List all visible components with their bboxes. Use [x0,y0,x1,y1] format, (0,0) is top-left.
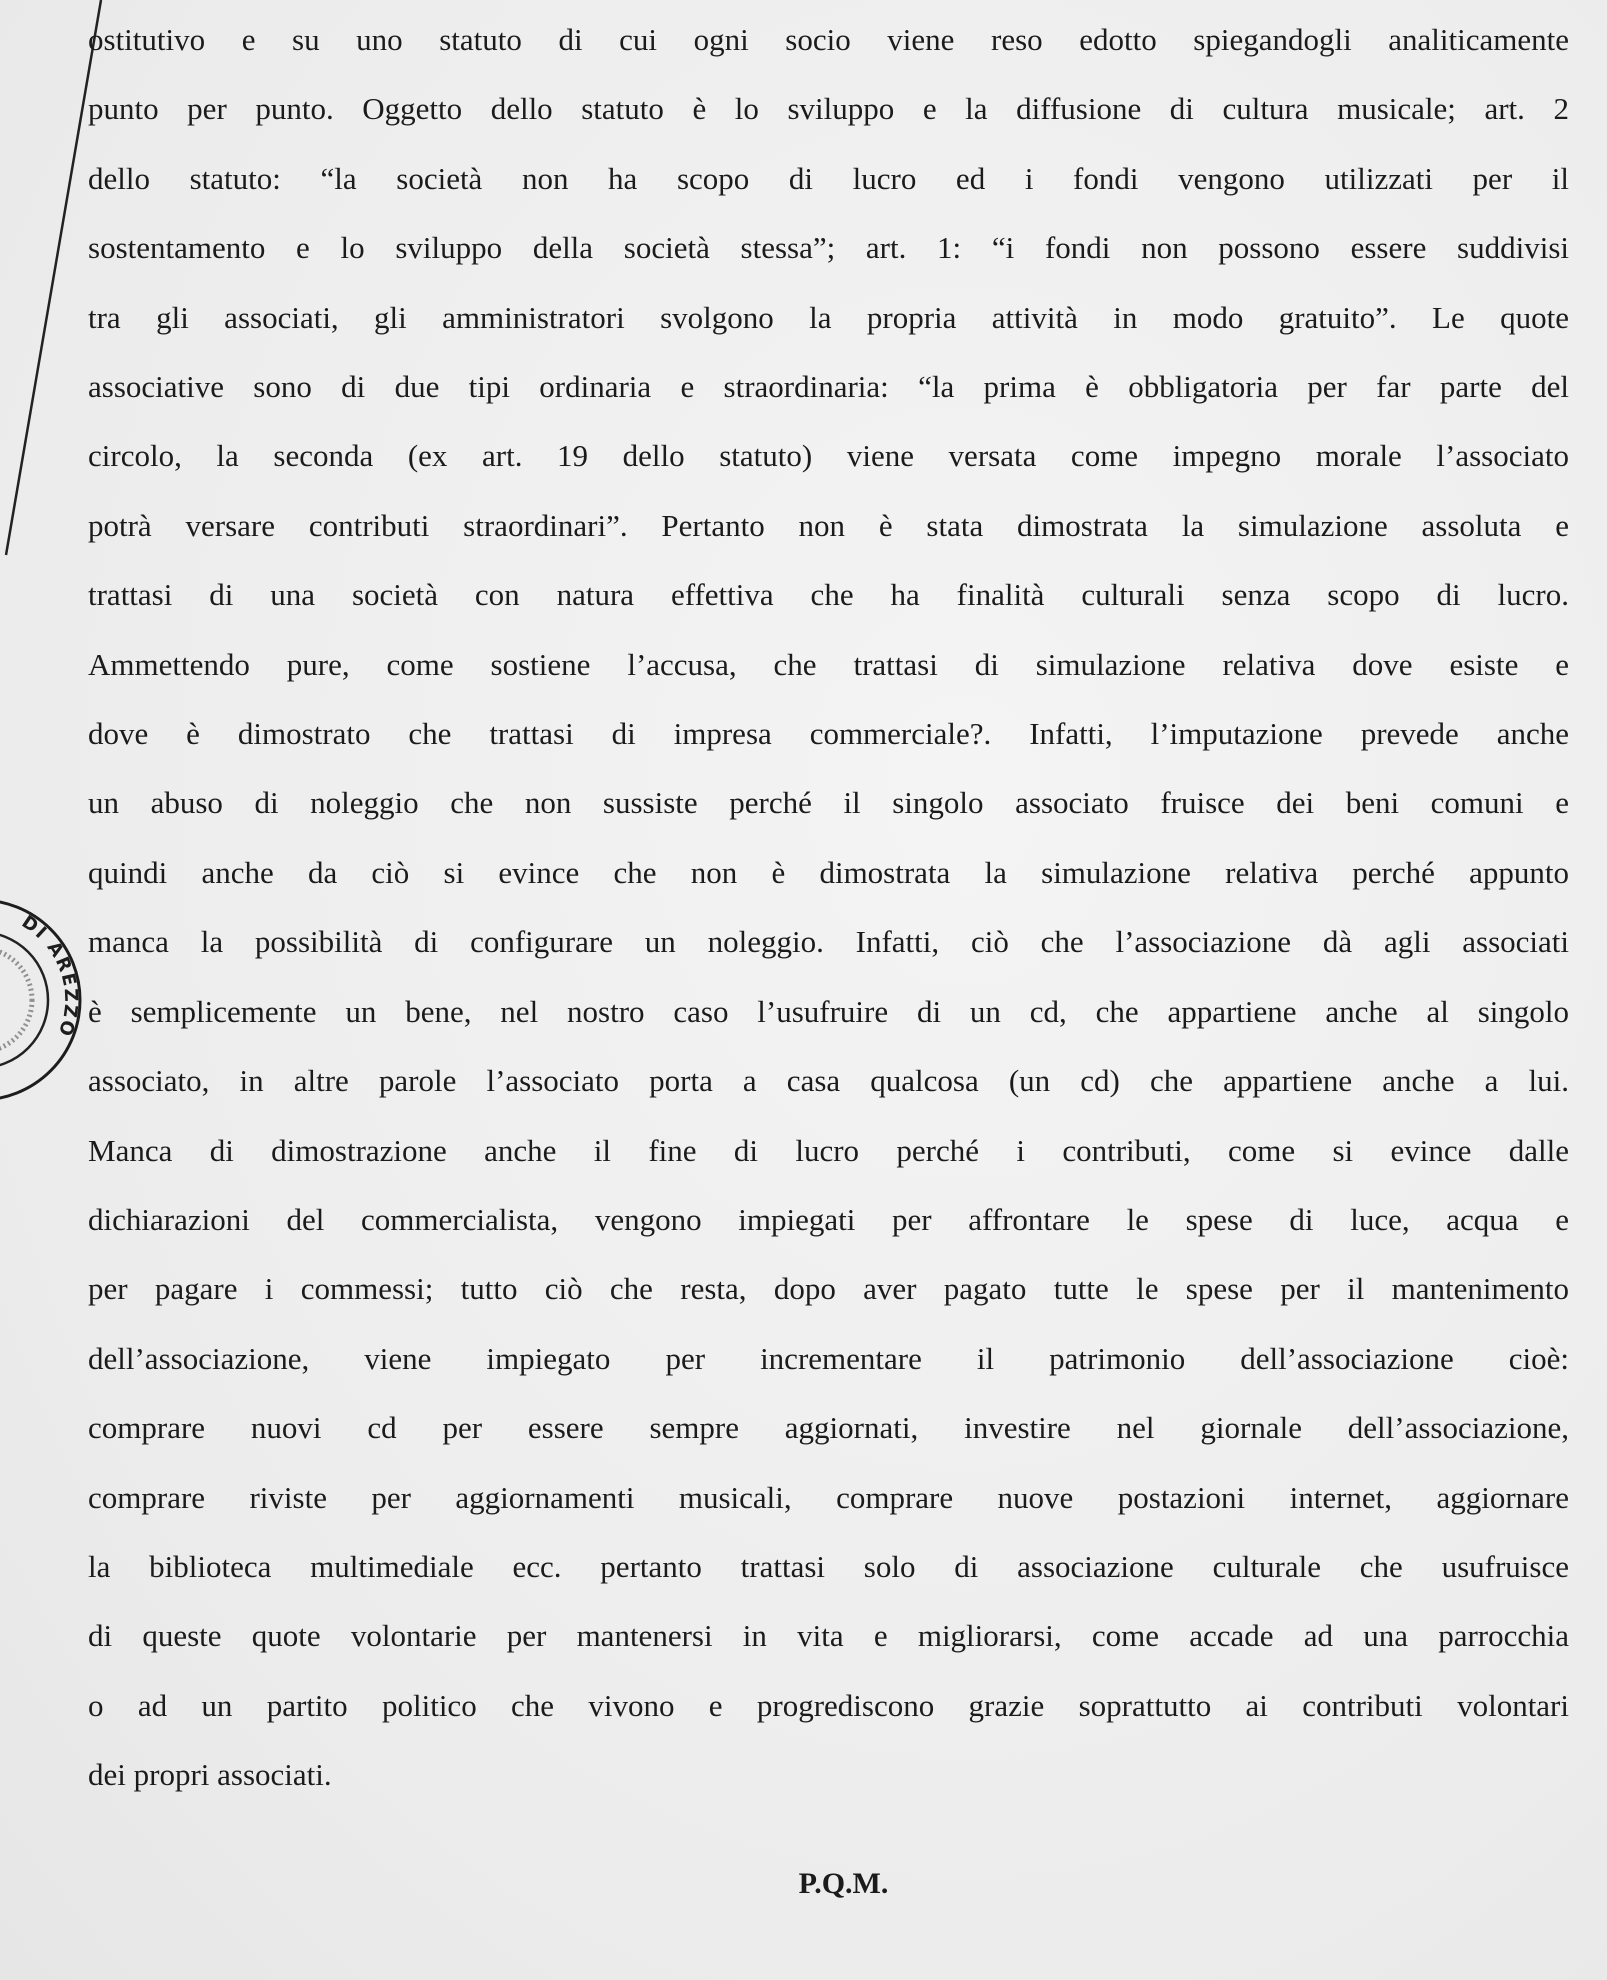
text-line: tra gli associati, gli amministratori svolgono la propria attività in modo gratuito”. Le quote [88,299,1569,335]
text-line: è semplicemente un bene, nel nostro caso l’usufruire di un cd, che appartiene anche al singolo [88,993,1569,1029]
text-line: un abuso di noleggio che non sussiste perché il singolo associato fruisce dei beni comuni e [88,785,1569,821]
text-line: dell’associazione, viene impiegato per incrementare il patrimonio dell’associazione cioè: [88,1340,1569,1376]
document-body [88,5,1569,1810]
text-line: Manca di dimostrazione anche il fine di lucro perché i contributi, come si evince dalle [88,1132,1569,1168]
text-line: dove è dimostrato che trattasi di impresa commerciale?. Infatti, l’imputazione prevede anche [88,716,1569,752]
text-line: di queste quote volontarie per mantenersi in vita e migliorarsi, come accade ad una parrocchia [88,1618,1569,1654]
text-line: sostentamento e lo sviluppo della società stessa”; art. 1: “i fondi non possono essere suddivisi [88,230,1569,266]
text-line: trattasi di una società con natura effettiva che ha finalità culturali senza scopo di lucro. [88,577,1569,613]
text-line: circolo, la seconda (ex art. 19 dello statuto) viene versata come impegno morale l’associato [88,438,1569,474]
official-stamp [0,880,84,1120]
text-line: dello statuto: “la società non ha scopo di lucro ed i fondi vengono utilizzati per il [88,160,1569,196]
text-line: Ammettendo pure, come sostiene l’accusa, che trattasi di simulazione relativa dove esiste e [88,646,1569,682]
text-line: o ad un partito politico che vivono e progrediscono grazie soprattutto ai contributi volontari [88,1687,1569,1723]
text-line: dei propri associati. [88,1757,332,1793]
text-line: associato, in altre parole l’associato porta a casa qualcosa (un cd) che appartiene anche a lui. [88,1063,1569,1099]
text-line: manca la possibilità di configurare un noleggio. Infatti, ciò che l’associazione dà agli associati [88,924,1569,960]
text-line: dichiarazioni del commercialista, vengono impiegati per affrontare le spese di luce, acqua e [88,1201,1569,1237]
stamp-text: DI AREZZO [17,911,82,1041]
text-line: quindi anche da ciò si evince che non è dimostrata la simulazione relativa perché appunto [88,854,1569,890]
text-line: associative sono di due tipi ordinaria e straordinaria: “la prima è obbligatoria per far parte del [88,369,1569,405]
text-line: ostitutivo e su uno statuto di cui ogni socio viene reso edotto spiegandogli analiticamente [88,22,1569,57]
section-heading-pqm: P.Q.M. [798,1866,889,1900]
text-line: per pagare i commessi; tutto ciò che resta, dopo aver pagato tutte le spese per il mantenimento [88,1271,1569,1307]
text-line: la biblioteca multimediale ecc. pertanto trattasi solo di associazione culturale che usufruisce [88,1548,1569,1584]
text-line: punto per punto. Oggetto dello statuto è lo sviluppo e la diffusione di cultura musicale; art. 2 [88,91,1569,127]
text-line: potrà versare contributi straordinari”. Pertanto non è stata dimostrata la simulazione assoluta e [88,507,1569,543]
text-line: comprare nuovi cd per essere sempre aggiornati, investire nel giornale dell’associazione, [88,1410,1569,1446]
text-line: comprare riviste per aggiornamenti musicali, comprare nuove postazioni internet, aggiornare [88,1479,1569,1515]
